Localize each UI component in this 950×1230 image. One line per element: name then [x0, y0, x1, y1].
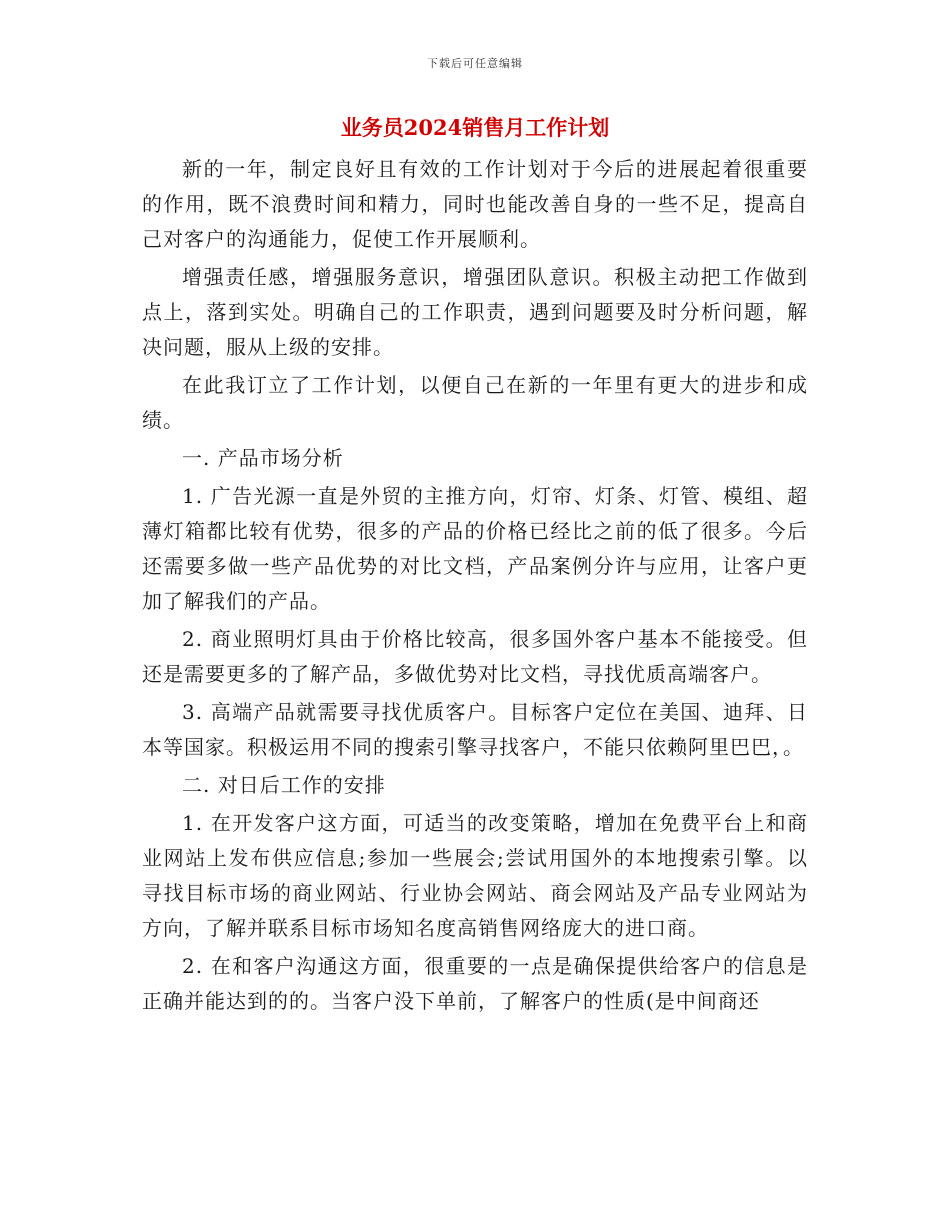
section-heading-work-arrangement: 二. 对日后工作的安排 [182, 773, 386, 797]
paragraph-arrangement-item-1: 1. 在开发客户这方面，可适当的改变策略，增加在免费平台上和商业网站上发布供应信息;参加一些展会;尝试用国外的本地搜索引擎。以寻找目标市场的商业网站、行业协会网站、商会网站及产品专业网站为方向，了解并联系目标市场知名度高销售网络庞大的进口商。 [142, 811, 808, 940]
section-heading-market-analysis: 一. 产品市场分析 [182, 446, 344, 470]
paragraph-market-item-2: 2. 商业照明灯具由于价格比较高，很多国外客户基本不能接受。但还是需要更多的了解产品，多做优势对比文档，寻找优质高端客户。 [142, 627, 808, 686]
header-note: 下载后可任意编辑 [427, 57, 523, 70]
paragraph-market-item-3: 3. 高端产品就需要寻找优质客户。目标客户定位在美国、迪拜、日本等国家。积极运用不同的搜索引擎寻找客户，不能只依赖阿里巴巴，。 [142, 700, 808, 759]
paragraph-responsibility: 增强责任感，增强服务意识，增强团队意识。积极主动把工作做到点上，落到实处。明确自己的工作职责，遇到问题要及时分析问题，解决问题，服从上级的安排。 [142, 265, 808, 359]
paragraph-arrangement-item-2: 2. 在和客户沟通这方面，很重要的一点是确保提供给客户的信息是正确并能达到的的。当客户没下单前，了解客户的性质(是中间商还 [142, 954, 808, 1013]
document-title: 业务员2024销售月工作计划 [340, 115, 610, 140]
paragraph-market-item-1: 1. 广告光源一直是外贸的主推方向，灯帘、灯条、灯管、模组、超薄灯箱都比较有优势，很多的产品的价格已经比之前的低了很多。今后还需要多做一些产品优势的对比文档，产品案例分许与应用，让客户更加了解我们的产品。 [142, 484, 808, 613]
paragraph-intro: 新的一年，制定良好且有效的工作计划对于今后的进展起着很重要的作用，既不浪费时间和精力，同时也能改善自身的一些不足，提高自己对客户的沟通能力，促使工作开展顺利。 [142, 157, 808, 251]
document-body [142, 152, 808, 1019]
paragraph-plan-statement: 在此我订立了工作计划，以便自己在新的一年里有更大的进步和成绩。 [142, 373, 808, 432]
